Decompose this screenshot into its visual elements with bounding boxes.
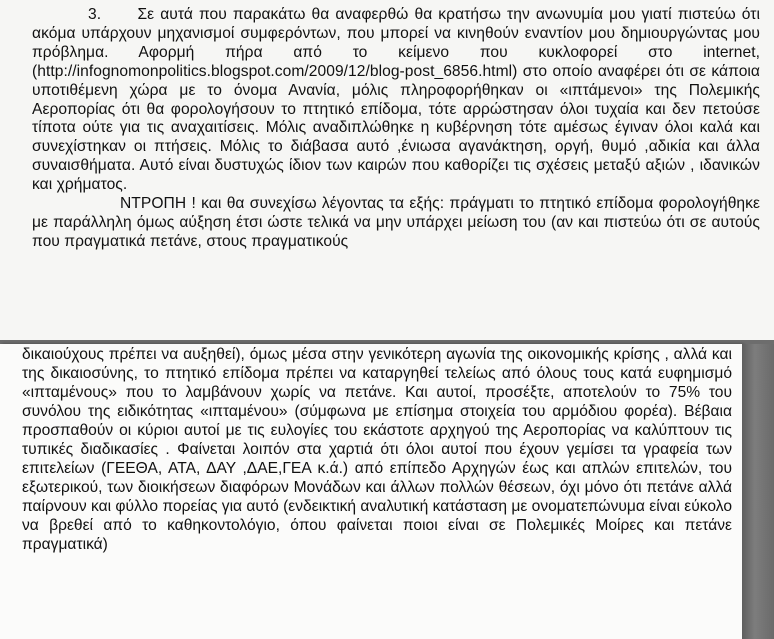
paragraph-3-text: Σε αυτά που παρακάτω θα αναφερθώ θα κρατήσω την ανωνυμία μου γιατί πιστεύω ότι ακόμα υπάρχουν μηχανισμοί συμφερόντων, που μπορεί να κινηθούν εναντίον μου δημιουργώντας μου πρόβλημα. Αφορμή πήρα από το κείμενο που κυκλοφορεί στο internet, (http://infognomonpolitics.blogspot.com/2009/12/blog-post_6856.html) στο οποίο αναφέρει ότι σε κάποια υποτιθέμενη χώρα με το όνομα Ανανία, μόλις πληροφορήθηκαν οι «ιπτάμενοι» της Πολεμικής Αεροπορίας ότι θα φορολογήσουν το πτητικό επίδομα, τότε αρρώστησαν όλοι τυχαία και δεν πετούσε τίποτα ούτε για τις αναχαιτίσεις. Μόλις αναδιπλώθηκε η κυβέρνηση τότε αμέσως έγιναν όλοι καλά και συνεχίστηκαν οι πτήσεις. Μόλις το διάβασα αυτό ,ένιωσα αγανάκτηση, οργή, θυμό ,αδικία και άλλα συναισθήματα. Αυτό είναι δυστυχώς ίδιον των καιρών που καθορίζει τις σχέσεις μεταξύ αξιών , ιδανικών και χρήματος. xyxy=(32,6,761,194)
top-text-block xyxy=(32,6,760,252)
paragraph-ntropi xyxy=(32,195,760,252)
paragraph-3 xyxy=(32,6,760,195)
bottom-text-block xyxy=(22,346,732,554)
paragraph-continued: δικαιούχους πρέπει να αυξηθεί), όμως μέσα στην γενικότερη αγωνία της οικονομικής κρίσης , αλλά και της δικαιοσύνης, το πτητικό επίδομα πρέπει να καταργηθεί τελείως από όλους τους κατά ευφημισμό «ιπταμένους» που το λαμβάνουν χωρίς να πετάνε. Και αυτοί, προσέξτε, αποτελούν το 75% του συνόλου της ειδικότητας «ιπταμένου» (σύμφωνα με επίσημα στοιχεία του αρμόδιου φορέα). Βέβαια προσπαθούν οι κύριοι αυτοί με τις ευλογίες του εκάστοτε αρχηγού της Αεροπορίας να καλύπτουν τις τυπικές διαδικασίες . Φαίνεται λοιπόν στα χαρτιά ότι όλοι αυτοί που έχουν γεμίσει τα γραφεία των επιτελείων (ΓΕΕΘΑ, ΑΤΑ, ΔΑΥ ,ΔΑΕ,ΓΕΑ κ.ά.) από επίπεδο Αρχηγών έως και απλών επιτελών, του εξωτερικού, των διοικήσεων διαφόρων Μονάδων και άλλων πολλών θέσεων, όχι μόνο ότι πετάνε αλλά παίρνουν και φύλλο πορείας για αυτό (ενδεικτική αναλυτική κατάσταση με ονοματεπώνυμα είναι εύκολο να βρεθεί από το καθηκοντολόγιο, όπου φαίνεται ποιοι είναι σε Πολεμικές Μοίρες και πετάνε πραγματικά) xyxy=(22,346,732,553)
paragraph-number: 3. xyxy=(88,6,102,23)
paragraph-ntropi-text: ΝΤΡΟΠΗ ! και θα συνεχίσω λέγοντας τα εξής: πράγματι το πτητικό επίδομα φορολογήθηκε με παράλληλη όμως αύξηση έτσι ώστε τελικά να μην υπάρχει μείωση του (αν και πιστεύω ότι σε αυτούς που πραγματικά πετάνε, στους πραγματικούς xyxy=(32,195,760,250)
background-strip xyxy=(742,344,774,639)
document-page-bottom xyxy=(0,344,742,639)
